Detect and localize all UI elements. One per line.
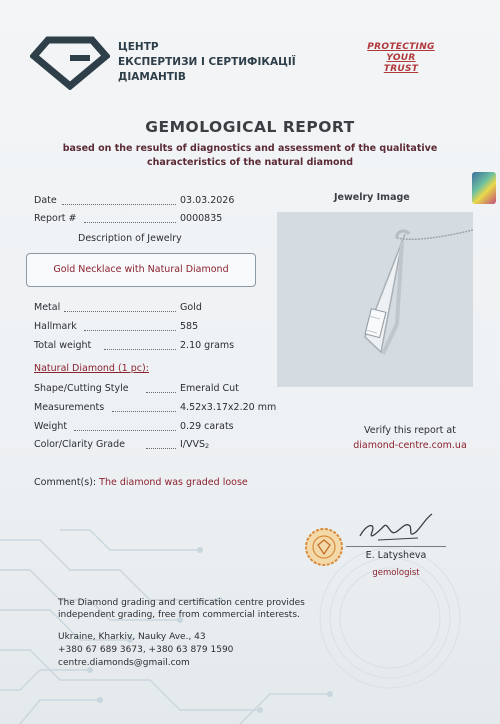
org-line-2: ЕКСПЕРТИЗИ І СЕРТИФІКАЦІЇ: [118, 56, 296, 68]
color-clarity-value: [180, 439, 209, 450]
measurements-value: 4.52x3.17x2.20 mm: [180, 402, 277, 413]
email[interactable]: centre.diamonds@gmail.com: [58, 658, 190, 668]
report-title: GEMOLOGICAL REPORT: [145, 118, 355, 136]
date-value: 03.03.2026: [180, 195, 235, 206]
slogan-line-2: YOUR: [386, 53, 416, 63]
shape-value: Emerald Cut: [180, 383, 239, 394]
org-line-3: ДІАМАНТІВ: [118, 71, 186, 83]
verify-block: [330, 423, 490, 453]
report-number-label: Report #: [34, 213, 77, 224]
diamond-outline-logo-icon: [30, 34, 110, 90]
verify-text: Verify this report at: [364, 425, 456, 436]
leader-dots: [74, 429, 176, 431]
leader-dots: [112, 410, 176, 412]
measurements-label: Measurements: [34, 402, 105, 413]
slogan: [352, 42, 450, 75]
total-weight-label: Total weight: [34, 340, 92, 351]
comments-text: The diamond was graded loose: [99, 477, 248, 488]
org-line-1: ЦЕНТР: [118, 41, 159, 53]
organization-name: [118, 40, 348, 85]
signature-line: [346, 546, 446, 547]
address: Ukraine, Kharkiv, Nauky Ave., 43: [58, 632, 206, 642]
slogan-line-1: PROTECTING: [367, 42, 435, 52]
weight-label: Weight: [34, 421, 68, 432]
description-label: Description of Jewelry: [78, 233, 182, 244]
gold-seal-icon: [304, 527, 344, 567]
leader-dots: [146, 447, 176, 449]
signer-role: gemologist: [372, 568, 420, 578]
description-box: Gold Necklace with Natural Diamond: [26, 253, 256, 287]
contacts: [58, 631, 318, 670]
phones: +380 67 689 3673, +380 63 879 1590: [58, 645, 234, 655]
comments-label: Comment(s):: [34, 477, 97, 488]
date-label: Date: [34, 195, 57, 206]
leader-dots: [62, 203, 176, 205]
total-weight-value: 2.10 grams: [180, 340, 235, 351]
verify-url[interactable]: diamond-centre.com.ua: [353, 440, 467, 451]
natural-diamond-heading: Natural Diamond (1 pc):: [34, 363, 149, 374]
jewelry-image-label: Jewelry Image: [334, 192, 410, 203]
hallmark-label: Hallmark: [34, 321, 77, 332]
jewelry-photo: [277, 212, 473, 387]
comments: [34, 477, 248, 488]
color-clarity-field: [34, 439, 334, 454]
color-clarity-grade: I/VVS: [180, 439, 206, 450]
slogan-line-3: TRUST: [383, 64, 419, 74]
leader-dots: [104, 348, 176, 350]
signer-name: E. Latysheva: [365, 550, 427, 561]
measurements-field: [34, 402, 334, 417]
hologram-sticker-icon: [472, 172, 496, 204]
color-clarity-label: Color/Clarity Grade: [34, 439, 125, 450]
leader-dots: [146, 391, 176, 393]
leader-dots: [84, 221, 176, 223]
weight-field: [34, 421, 334, 436]
handwritten-signature: [348, 510, 448, 550]
clarity-subscript: 2: [205, 442, 210, 450]
footer-about: The Diamond grading and certification centre provides independent grading, free from commercial interests.: [58, 598, 305, 620]
leader-dots: [84, 329, 176, 331]
weight-value: 0.29 carats: [180, 421, 234, 432]
leader-dots: [64, 310, 176, 312]
shape-label: Shape/Cutting Style: [34, 383, 129, 394]
report-subtitle: based on the results of diagnostics and assessment of the qualitative characteristics of the natural diamond: [62, 143, 438, 168]
date-field: [34, 195, 334, 210]
report-number-value: 0000835: [180, 213, 223, 224]
metal-value: Gold: [180, 302, 202, 313]
hallmark-value: 585: [180, 321, 199, 332]
metal-label: Metal: [34, 302, 61, 313]
